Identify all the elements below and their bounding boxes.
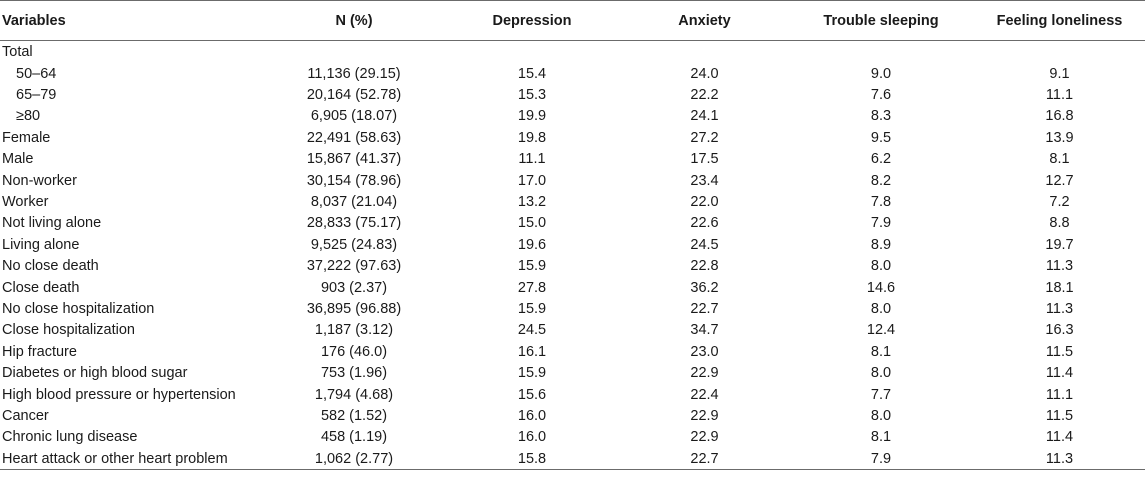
cell-variable: Heart attack or other heart problem [0,448,265,470]
cell-n-percent: 1,062 (2.77) [265,448,443,470]
cell-variable: Chronic lung disease [2,429,138,446]
cell-feeling-loneliness: 11.5 [1045,343,1074,360]
header-trouble-sleeping: Trouble sleeping [788,1,974,41]
cell-anxiety: 22.9 [690,429,719,446]
cell-trouble-sleeping: 8.0 [870,365,892,382]
table-body [0,41,1145,470]
table-row [0,106,1145,127]
cell-depression: 15.9 [517,365,547,382]
cell-anxiety: 22.7 [690,300,719,317]
cell-variable: No close hospitalization [2,300,155,317]
table-row [0,234,1145,255]
cell-variable: Diabetes or high blood sugar [2,365,188,382]
cell-depression: 15.3 [517,87,547,104]
table-row [0,256,1145,277]
cell-anxiety: 22.9 [690,365,719,382]
cell-anxiety: 23.4 [690,172,719,189]
cell-variable: Male [2,151,34,168]
cell-n-percent: 30,154 (78.96) [306,172,402,189]
cell-variable: Close death [2,279,80,296]
cell-n-percent: 36,895 (96.88) [306,300,402,317]
cell-depression: 19.8 [517,129,547,146]
cell-feeling-loneliness: 11.3 [974,448,1145,470]
cell-feeling-loneliness: 11.4 [1045,365,1074,382]
cell-anxiety: 22.9 [690,407,719,424]
cell-anxiety: 22.0 [690,194,719,211]
cell-depression: 16.1 [517,343,547,360]
cell-variable: Non-worker [2,172,77,189]
cell-anxiety: 24.0 [690,65,719,82]
table-row [0,213,1145,234]
table-row [0,320,1145,341]
cell-variable: High blood pressure or hypertension [2,386,236,403]
table-row [0,170,1145,191]
cell-feeling-loneliness: 7.2 [1049,194,1070,211]
header-n-percent: N (%) [265,1,443,41]
cell-n-percent: 458 (1.19) [320,429,388,446]
cell-variable: Female [2,129,51,146]
cell-depression: 19.6 [517,236,547,253]
cell-feeling-loneliness: 11.1 [1045,386,1074,403]
cell-trouble-sleeping: 9.5 [870,129,892,146]
cell-n-percent: 903 (2.37) [320,279,388,296]
cell-feeling-loneliness: 11.1 [1045,87,1074,104]
cell-trouble-sleeping: 14.6 [866,279,896,296]
cell-anxiety: 22.8 [690,258,719,275]
cell-feeling-loneliness: 9.1 [1049,65,1070,82]
cell-depression: 16.0 [517,407,547,424]
cell-variable: Cancer [2,407,49,424]
cell-n-percent: 176 (46.0) [320,343,388,360]
cell-n-percent: 6,905 (18.07) [310,108,398,125]
cell-trouble-sleeping: 8.0 [870,258,892,275]
cell-n-percent: 28,833 (75.17) [306,215,402,232]
cell-trouble-sleeping: 8.3 [870,108,892,125]
cell-depression: 15.6 [517,386,547,403]
cell-variable: Not living alone [2,215,102,232]
cell-anxiety: 27.2 [690,129,719,146]
cell-anxiety: 22.7 [621,448,788,470]
cell-feeling-loneliness: 11.5 [1045,407,1074,424]
table-row [0,448,1145,470]
cell-feeling-loneliness: 11.3 [1045,300,1074,317]
header-variables: Variables [0,1,265,41]
cell-depression: 15.8 [443,448,621,470]
cell-n-percent: 1,794 (4.68) [314,386,394,403]
cell-depression: 15.0 [517,215,547,232]
cell-n-percent: 37,222 (97.63) [306,258,402,275]
header-feeling-loneliness: Feeling loneliness [974,1,1145,41]
cell-n-percent: 582 (1.52) [320,407,388,424]
cell-variable: Worker [2,194,49,211]
cell-n-percent: 15,867 (41.37) [306,151,402,168]
cell-trouble-sleeping: 8.1 [870,429,892,446]
cell-variable: 50–64 [16,65,57,82]
cell-depression: 27.8 [517,279,547,296]
cell-trouble-sleeping: 7.8 [870,194,892,211]
table-row [0,149,1145,170]
cell-n-percent: 753 (1.96) [320,365,388,382]
table-row [0,127,1145,148]
cell-depression: 15.4 [517,65,547,82]
cell-trouble-sleeping: 7.6 [870,87,892,104]
cell-n-percent: 11,136 (29.15) [307,65,401,82]
cell-depression: 13.2 [517,194,547,211]
table-header [0,1,1145,41]
cell-depression: 15.9 [517,258,547,275]
cell-trouble-sleeping: 7.9 [870,215,892,232]
cell-trouble-sleeping: 7.9 [788,448,974,470]
cell-variable: Hip fracture [2,343,77,360]
cell-variable: ≥80 [16,108,41,125]
cell-feeling-loneliness: 18.1 [1045,279,1074,296]
header-row [0,1,1145,41]
cell-depression: 17.0 [517,172,547,189]
table-row [0,298,1145,319]
cell-variable: Living alone [2,236,80,253]
cell-variable: No close death [2,258,99,275]
cell-anxiety: 23.0 [690,343,719,360]
table-row [0,405,1145,426]
cell-anxiety: 36.2 [690,279,719,296]
cell-feeling-loneliness: 12.7 [1045,172,1074,189]
cell-trouble-sleeping: 12.4 [866,322,896,339]
cell-n-percent: 20,164 (52.78) [306,87,402,104]
cell-trouble-sleeping: 8.2 [870,172,892,189]
section-row [0,41,1145,64]
cell-n-percent: 9,525 (24.83) [310,236,398,253]
cell-trouble-sleeping: 6.2 [870,151,892,168]
cell-trouble-sleeping: 9.0 [870,65,892,82]
header-depression: Depression [443,1,621,41]
cell-anxiety: 22.2 [690,87,719,104]
cell-feeling-loneliness: 8.8 [1049,215,1070,232]
cell-variable: Close hospitalization [2,322,135,339]
cell-depression: 15.9 [517,300,547,317]
cell-feeling-loneliness: 16.3 [1045,322,1074,339]
cell-feeling-loneliness: 11.3 [1045,258,1074,275]
cell-n-percent: 8,037 (21.04) [310,194,398,211]
cell-feeling-loneliness: 13.9 [1045,129,1074,146]
cell-n-percent: 22,491 (58.63) [306,129,402,146]
table-row [0,63,1145,84]
cell-trouble-sleeping: 8.1 [870,343,892,360]
header-anxiety: Anxiety [621,1,788,41]
cell-depression: 16.0 [517,429,547,446]
cell-anxiety: 22.4 [690,386,719,403]
cell-anxiety: 17.5 [690,151,719,168]
table-row [0,277,1145,298]
cell-depression: 19.9 [517,108,547,125]
cell-anxiety: 24.1 [690,108,719,125]
cell-feeling-loneliness: 19.7 [1045,236,1074,253]
table-row [0,362,1145,383]
table-row [0,84,1145,105]
cell-feeling-loneliness: 8.1 [1049,151,1070,168]
cell-feeling-loneliness: 16.8 [1045,108,1074,125]
table-row [0,341,1145,362]
cell-n-percent: 1,187 (3.12) [314,322,394,339]
cell-anxiety: 22.6 [690,215,719,232]
cell-trouble-sleeping: 8.0 [870,407,892,424]
cell-anxiety: 24.5 [690,236,719,253]
cell-trouble-sleeping: 8.9 [870,236,892,253]
cell-depression: 11.1 [518,151,546,168]
cell-depression: 24.5 [517,322,547,339]
section-label: Total [2,44,33,60]
cell-trouble-sleeping: 7.7 [870,386,892,403]
cell-anxiety: 34.7 [690,322,719,339]
table-row [0,191,1145,212]
table-row [0,384,1145,405]
cell-variable: 65–79 [16,87,57,104]
cell-trouble-sleeping: 8.0 [870,300,892,317]
table-row [0,427,1145,448]
cell-feeling-loneliness: 11.4 [1045,429,1074,446]
